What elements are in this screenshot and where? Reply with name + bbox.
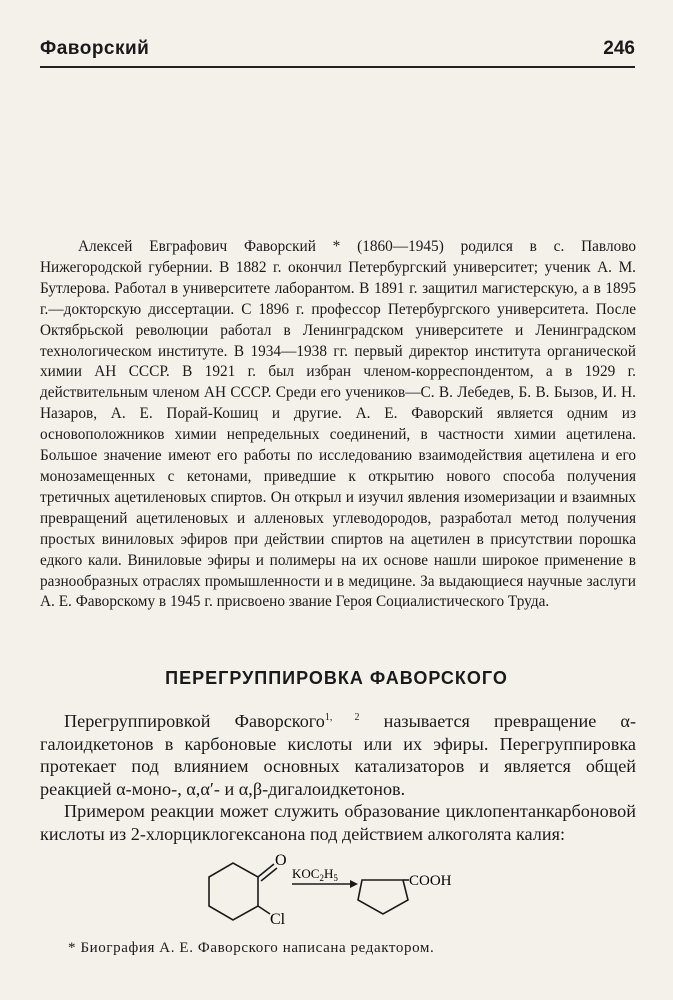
carbonyl-double-bond-b (261, 868, 277, 881)
footnote: * Биография А. Е. Фаворского написана редактором. (68, 940, 435, 956)
reaction-svg (200, 852, 480, 932)
section-heading: ПЕРЕГРУППИРОВКА ФАВОРСКОГО (165, 668, 508, 688)
cyclopentane-ring (358, 880, 408, 914)
header-rule (40, 66, 635, 68)
p1-rest: называется превращение α-галоидкетонов в карбоновые кислоты или их эфиры. Перегруппировка протекает под влиянием основных катализаторов и является общей реакцией α-моно-, α,α′- и α,β-дигалоидкетонов. (40, 711, 636, 799)
p1-lead: Перегруппировкой Фаворского (64, 711, 325, 731)
chloro-bond (258, 906, 270, 914)
reaction-arrow-head (350, 880, 358, 888)
reference-superscript: 1, 2 (324, 711, 360, 723)
body-paragraph-1 (40, 710, 636, 800)
page-number: 246 (603, 38, 635, 59)
chlorine-label: Cl (270, 911, 286, 928)
body-paragraph-2: Примером реакции может служить образование циклопентанкарбоновой кислоты из 2-хлорциклогексанона под действием алкоголята калия: (40, 801, 636, 844)
reaction-scheme (200, 852, 480, 932)
cyclohexane-ring (209, 863, 258, 920)
biography-block (40, 237, 636, 613)
biography-paragraph: Алексей Евграфович Фаворский * (1860—1945) родился в с. Павлово Нижегородской губернии. В 1882 г. окончил Петербургский университет; ученик А. М. Бутлерова. Работал в университете лаборантом. В 1891 г. защитил магистерскую, а в 1895 г.—докторскую диссертации. С 1896 г. профессор Петербургского университета. После Октябрьской революции работал в Ленинградском университете и Ленинградском технологическом институте. В 1934—1938 гг. первый директор института органической химии АН СССР. В 1921 г. был избран членом-корреспондентом, а в 1929 г. действительным членом АН СССР. Среди его учеников—С. В. Лебедев, Б. В. Бызов, И. Н. Назаров, А. Е. Порай-Кошиц и другие. А. Е. Фаворский является одним из основоположников химии непредельных соединений, в частности химии ацетилена. Большое значение имеют его работы по исследованию взаимодействия ацетилена и его монозамещенных с кетонами, приведшие к открытию нового способа получения третичных ацетиленовых спиртов. Он открыл и изучил явления изомеризации и взаимных превращений ацетиленовых и алленовых углеводородов, разработал метод получения простых виниловых эфиров при действии спиртов на ацетилен в присутствии порошка едкого кали. Виниловые эфиры и полимеры на их основе нашли широкое применение в разнообразных отраслях промышленности и в медицине. За выдающиеся научные заслуги А. Е. Фаворскому в 1945 г. присвоено звание Героя Социалистического Труда. (40, 238, 636, 611)
carbonyl-double-bond-a (258, 864, 274, 877)
page-header (40, 38, 635, 68)
section-body (40, 710, 636, 846)
carboxyl-group-label: COOH (409, 873, 452, 889)
running-title: Фаворский (40, 38, 150, 59)
oxygen-label: O (275, 852, 287, 869)
reagent-label: $KOC_2H_5$ (292, 866, 338, 883)
